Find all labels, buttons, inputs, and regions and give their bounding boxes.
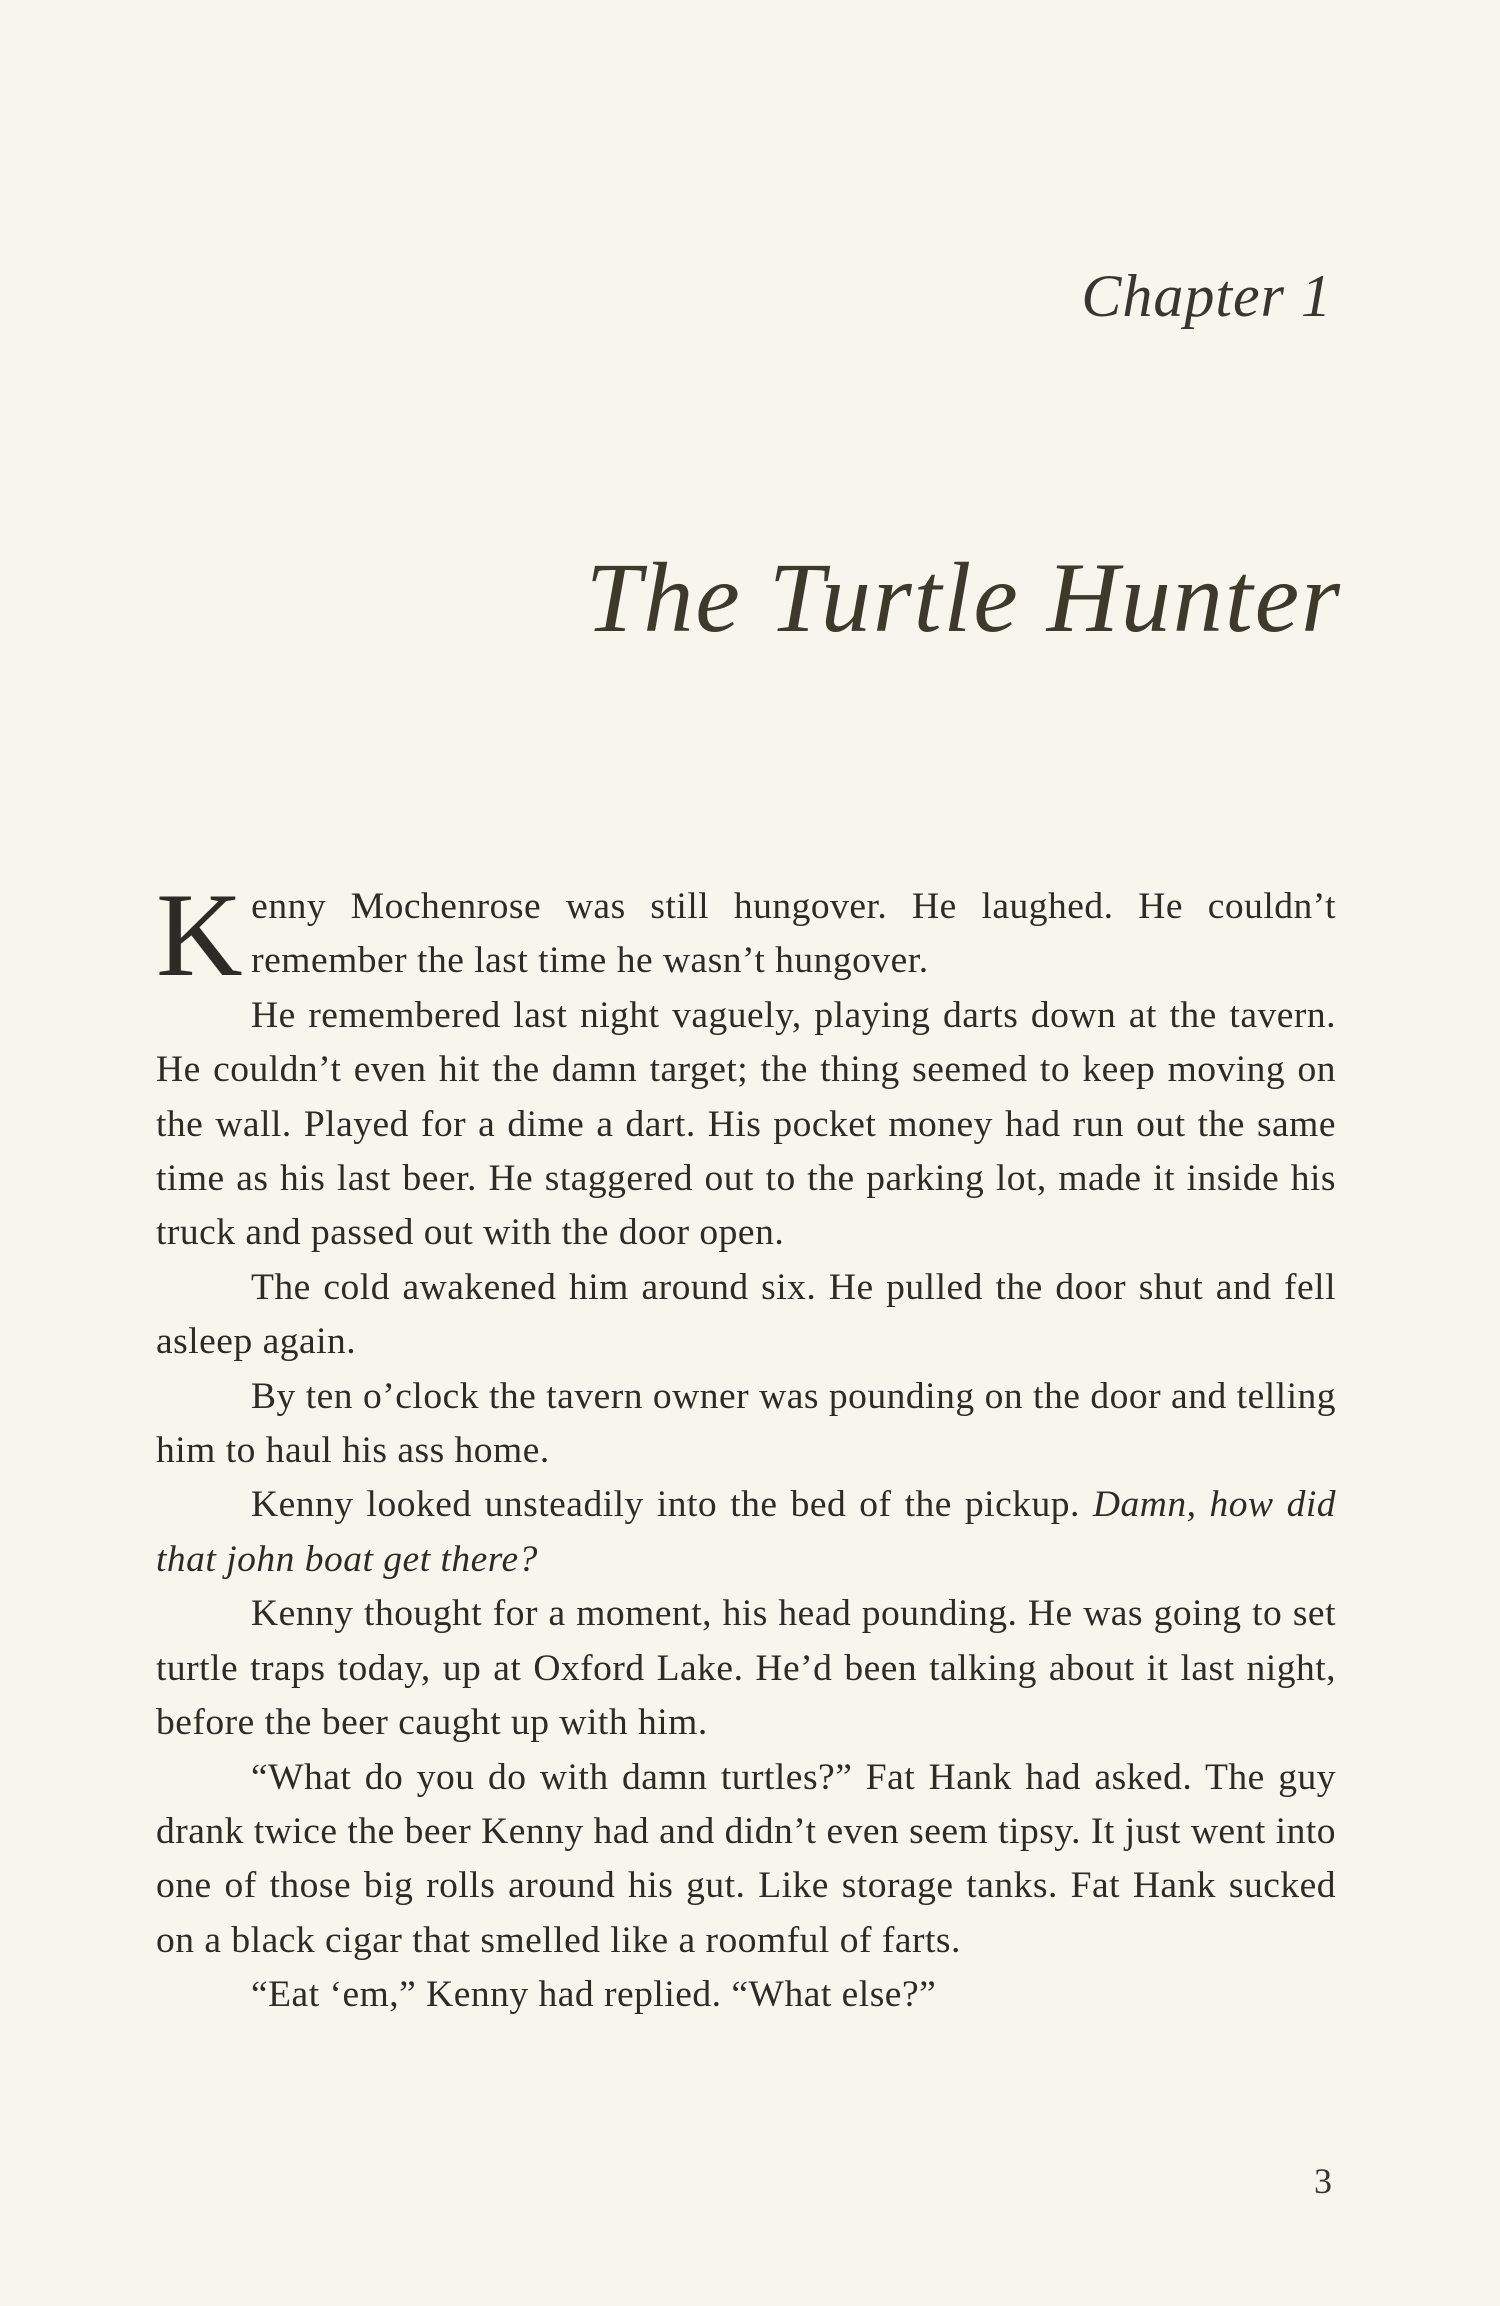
paragraph-1: [156, 868, 1336, 1001]
drop-cap: K: [156, 868, 244, 1001]
paragraph-5-italic-thought: Damn, how did that john boat get there?: [156, 1484, 1336, 1580]
paragraph-7: “What do you do with damn turtles?” Fat Hank had asked. The guy drank twice the beer Kenny had and didn’t even seem tipsy. It just went into one of those big rolls around his gut. Like storage tanks. Fat Hank sucked on a black cigar that smelled like a roomful of farts.: [156, 1756, 1336, 1961]
paragraph-2: He remembered last night vaguely, playing darts down at the tavern. He couldn’t even hit the damn target; the thing seemed to keep moving on the wall. Played for a dime a dart. His pocket money had run out the same time as his last beer. He staggered out to the parking lot, made it inside his truck and passed out with the door open.: [156, 994, 1336, 1254]
chapter-title: The Turtle Hunter: [585, 542, 1342, 653]
paragraph-5-text: Kenny looked unsteadily into the bed of the pickup.: [251, 1484, 1093, 1526]
paragraph-8: “Eat ‘em,” Kenny had replied. “What else?”: [251, 1974, 937, 2016]
chapter-label: Chapter 1: [1081, 263, 1332, 329]
paragraph-6: Kenny thought for a moment, his head pounding. He was going to set turtle traps today, up at Oxford Lake. He’d been talking about it last night, before the beer caught up with him.: [156, 1593, 1336, 1744]
chapter-body: [156, 868, 1336, 2023]
paragraph-5: [156, 1478, 1336, 1587]
page-number: 3: [1314, 2161, 1332, 2201]
paragraph-3: The cold awakened him around six. He pulled the door shut and fell asleep again.: [156, 1266, 1336, 1363]
paragraph-1-text: enny Mochenrose was still hungover. He laughed. He couldn’t remember the last time he wasn’t hungover.: [251, 886, 1336, 982]
paragraph-4: By ten o’clock the tavern owner was pounding on the door and telling him to haul his ass home.: [156, 1375, 1336, 1472]
